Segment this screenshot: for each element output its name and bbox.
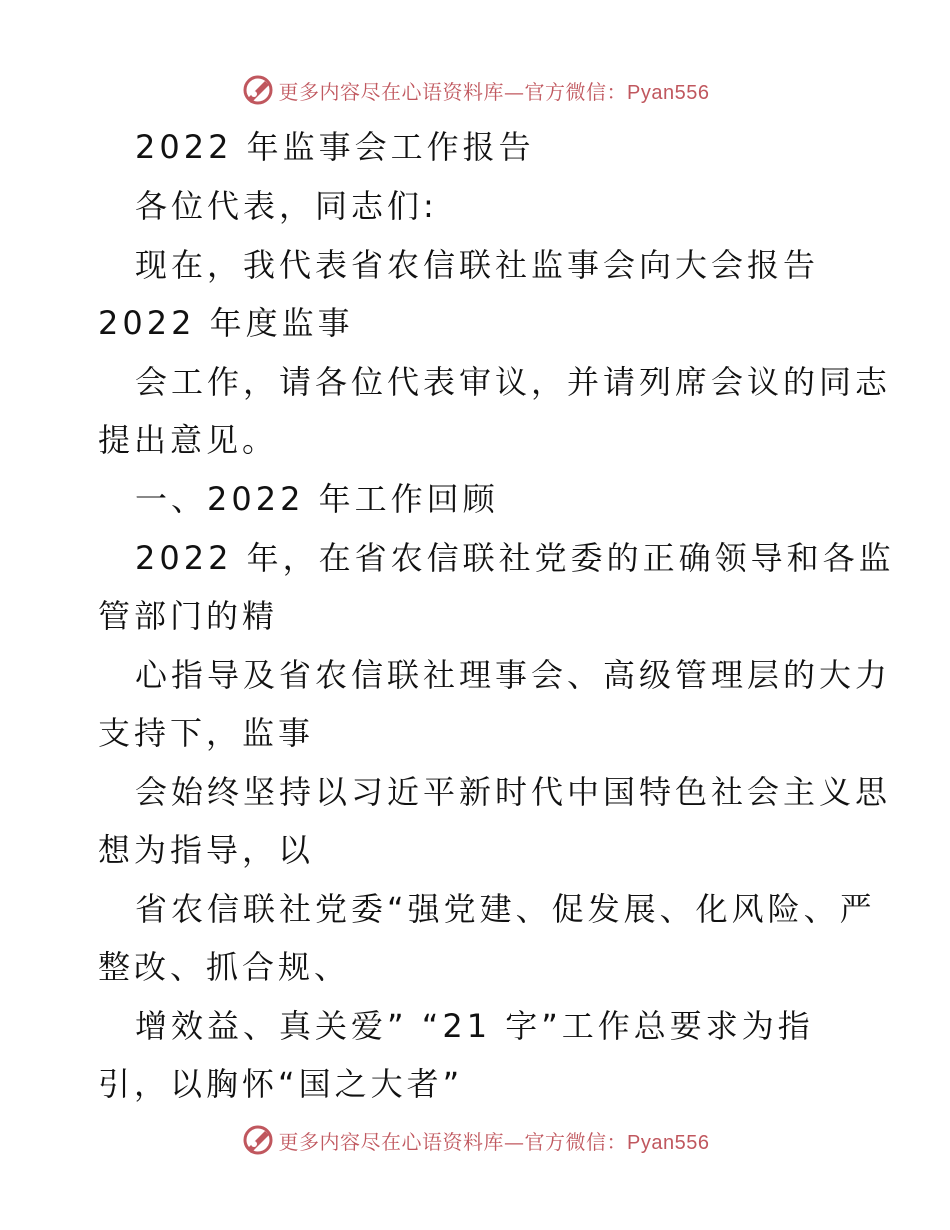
- paragraph-line: 省农信联社党委“强党建、促发展、化风险、严: [135, 890, 876, 928]
- watermark-text: 更多内容尽在心语资料库—官方微信：Pyan556: [278, 79, 710, 104]
- paragraph-line: 整改、抓合规、: [98, 948, 351, 986]
- paragraph-line: 各位代表，同志们:: [135, 187, 438, 225]
- paragraph-line: 支持下，监事: [98, 714, 315, 752]
- watermark-header: [0, 70, 950, 110]
- paragraph-line: 提出意见。: [98, 421, 279, 459]
- paragraph-line: 增效益、真关爱” “21 字”工作总要求为指: [135, 1007, 814, 1045]
- paragraph-line: 2022 年度监事: [98, 304, 354, 342]
- paragraph-line: 引，以胸怀“国之大者”: [98, 1065, 464, 1103]
- watermark-id: Pyan556: [627, 1131, 710, 1154]
- paragraph-line: 2022 年，在省农信联社党委的正确领导和各监: [135, 539, 895, 577]
- paragraph-line: 现在，我代表省农信联社监事会向大会报告: [135, 246, 820, 284]
- paragraph-line: 心指导及省农信联社理事会、高级管理层的大力: [135, 656, 892, 694]
- watermark-text: 更多内容尽在心语资料库—官方微信：Pyan556: [278, 1129, 710, 1154]
- paragraph-line: 管部门的精: [98, 597, 279, 635]
- document-title: 2022 年监事会工作报告: [135, 128, 535, 166]
- paragraph-line: 会工作，请各位代表审议，并请列席会议的同志: [135, 363, 892, 401]
- paragraph-line: 会始终坚持以习近平新时代中国特色社会主义思: [135, 773, 892, 811]
- watermark-footer: [0, 1120, 950, 1160]
- section-heading: 一、2022 年工作回顾: [135, 480, 499, 518]
- brush-logo-icon: [241, 1123, 275, 1157]
- brush-logo-icon: [241, 73, 275, 107]
- paragraph-line: 想为指导，以: [98, 831, 315, 869]
- watermark-id: Pyan556: [627, 81, 710, 104]
